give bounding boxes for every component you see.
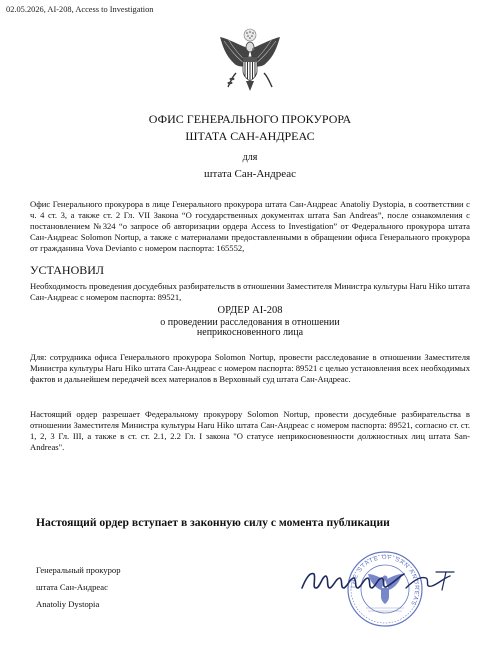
order-title: ОРДЕР AI-208 (217, 305, 283, 316)
stamp-ring-text: THE STATE OF SAN ANDREAS (350, 554, 420, 607)
handwritten-signature-icon (296, 566, 466, 596)
intro-paragraph: Офис Генерального прокурора в лице Генерального прокурора штата Сан-Андреас Anatoliy Dystopia, в соответствии с ч. 4 ст. 3, а также ст. 2 Гл. VII Закона “О государственных документах штата San Andreas”, после ознакомления с постановлением №324 “о запросе об авторизации ордера Access to Investigation” от Федерального прокурора штата Сан-Андреас Solomon Nortup, а также с материалами предоставленными в обращении офиса Генерального прокурора от гражданина Vova Devianto с номером паспорта: 165552, (30, 199, 470, 253)
established-paragraph: Необходимость проведения досудебных разбирательств в отношении Заместителя Министра культуры Haru Hiko штата Сан-Андреас с номером паспорта: 89521, (30, 281, 470, 302)
state-title: ШТАТА САН-АНДРЕАС (185, 129, 315, 143)
order-authorization-paragraph: Настоящий ордер разрешает Федеральному прокурору Solomon Nortup, провести досудебные разбирательства в отношении Заместителя Министра культуры Haru Hiko штата Сан-Андреас с номером паспорта: 89521, согласно ст. ст. 1, 2, 3 Гл. III, а также в ст. ст. 2.1, 2.2 Гл. I закона "О статусе неприкосновенности должностных лиц штата San-Andreas". (30, 409, 470, 452)
signatory-block (36, 562, 121, 613)
for-label: для (242, 152, 258, 163)
great-seal-eagle-icon (214, 27, 286, 99)
signatory-position: Генеральный прокурор (36, 565, 121, 575)
document-header-line: 02.05.2026, AI-208, Access to Investigation (6, 5, 154, 14)
effective-statement: Настоящий ордер вступает в законную силу с момента публикации (36, 516, 390, 529)
order-purpose-paragraph: Для: сотрудника офиса Генерального прокурора Solomon Nortup, провести расследование в отношении Заместителя Министра культуры Haru Hiko штата Сан-Андреас с номером паспорта: 89521 с целью установления всех необходимых фактов и дальнейшем передачей всех материалов в Верховный суд штата Сан-Андреас. (30, 352, 470, 384)
office-title: ОФИС ГЕНЕРАЛЬНОГО ПРОКУРОРА (148, 112, 352, 126)
order-subtitle-line-1: о проведении расследования в отношении (160, 317, 340, 328)
signatory-state: штата Сан-Андреас (36, 582, 108, 592)
order-subtitle-line-2: неприкосновенного лица (196, 327, 304, 338)
recipient-title: штата Сан-Андреас (203, 168, 297, 180)
established-heading: УСТАНОВИЛ (30, 263, 105, 277)
signatory-name: Anatoliy Dystopia (36, 599, 100, 609)
order-subtitle (0, 318, 500, 338)
